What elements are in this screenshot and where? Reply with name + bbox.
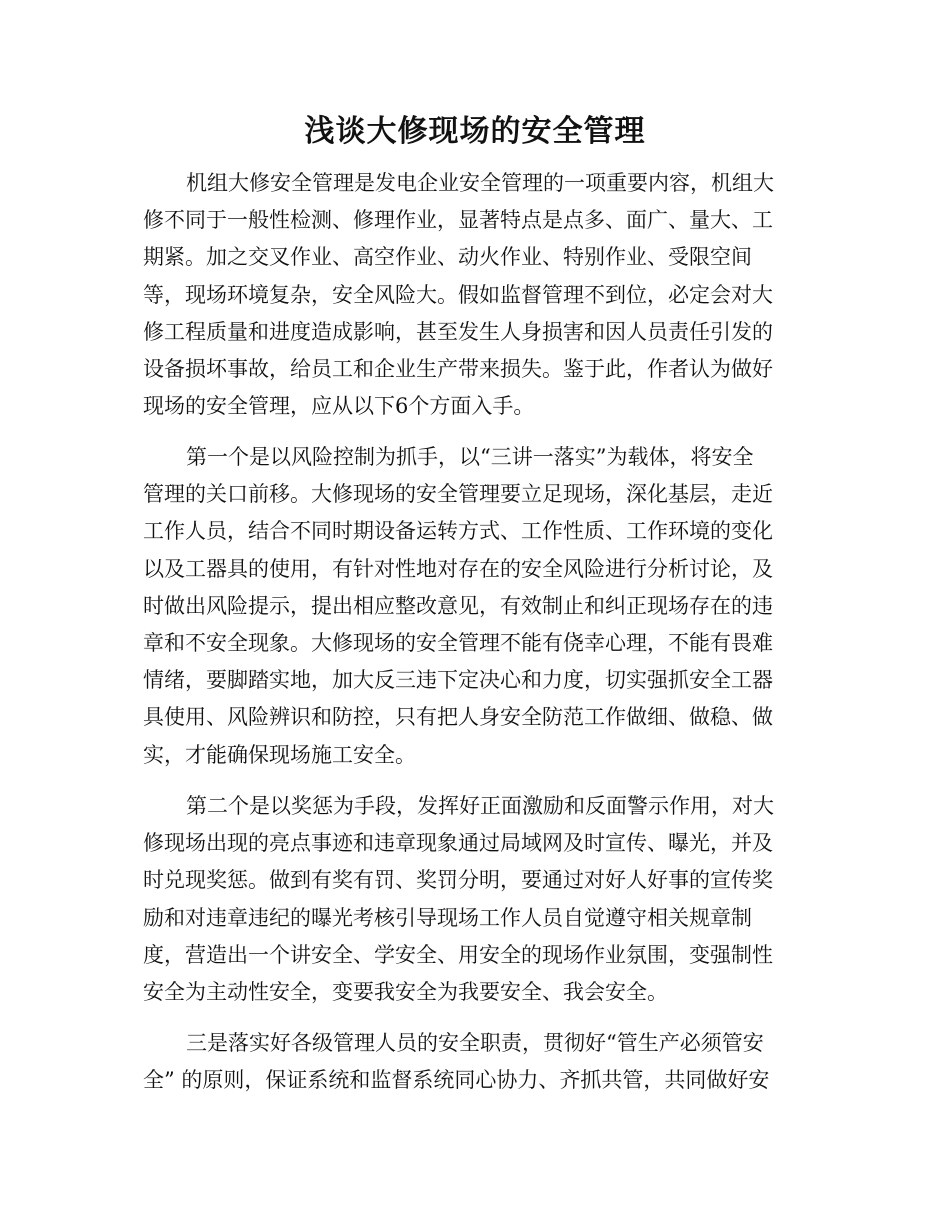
- text-line: 第一个是以风险控制为抓手，以“三讲一落实”为载体，将安全: [186, 445, 754, 469]
- text-line: 以及工器具的使用，有针对性地对存在的安全风险进行分析讨论，及: [143, 556, 773, 581]
- paragraph-1: [143, 165, 813, 425]
- text-line: 期紧。加之交叉作业、高空作业、动火作业、特别作业、受限空间: [143, 245, 752, 270]
- text-line: 全” 的原则，保证系统和监督系统同心协力、齐抓共管，共同做好安: [143, 1068, 770, 1093]
- text-line: 励和对违章违纪的曝光考核引导现场工作人员自觉遵守相关规章制: [143, 905, 752, 930]
- text-line: 三是落实好各级管理人员的安全职责，贯彻好“管生产必须管安: [186, 1031, 764, 1055]
- text-line: 情绪，要脚踏实地，加大反三违下定决心和力度，切实强抓安全工器: [143, 668, 773, 693]
- text-line: 设备损坏事故，给员工和企业生产带来损失。鉴于此，作者认为做好: [143, 356, 773, 381]
- text-line: 现场的安全管理，应从以下6个方面入手。: [143, 394, 535, 419]
- text-line: 修不同于一般性检测、修理作业，显著特点是点多、面广、量大、工: [143, 208, 773, 233]
- text-line: 机组大修安全管理是发电企业安全管理的一项重要内容，机组大: [186, 171, 774, 195]
- text-line: 时做出风险提示，提出相应整改意见，有效制止和纠正现场存在的违: [143, 593, 773, 618]
- text-line: 管理的关口前移。大修现场的安全管理要立足现场，深化基层，走近: [143, 482, 773, 507]
- text-line: 等，现场环境复杂，安全风险大。假如监督管理不到位，必定会对大: [143, 282, 773, 307]
- text-line: 具使用、风险辨识和防控，只有把人身安全防范工作做细、做稳、做: [143, 705, 773, 730]
- paragraph-4: [143, 1025, 813, 1099]
- text-line: 度，营造出一个讲安全、学安全、用安全的现场作业氛围，变强制性: [143, 942, 773, 967]
- text-line: 第二个是以奖惩为手段，发挥好正面激励和反面警示作用，对大: [186, 794, 774, 818]
- text-line: 安全为主动性安全，变要我安全为我要安全、我会安全。: [143, 979, 668, 1004]
- paragraph-3: [143, 788, 813, 1011]
- text-line: 实，才能确保现场施工安全。: [143, 742, 416, 767]
- paragraph-2: [143, 439, 813, 774]
- text-line: 工作人员，结合不同时期设备运转方式、工作性质、工作环境的变化: [143, 519, 773, 544]
- text-line: 章和不安全现象。大修现场的安全管理不能有侥幸心理，不能有畏难: [143, 630, 773, 655]
- text-line: 时兑现奖惩。做到有奖有罚、奖罚分明，要通过对好人好事的宣传奖: [143, 868, 773, 893]
- text-line: 修工程质量和进度造成影响，甚至发生人身损害和因人员责任引发的: [143, 319, 773, 344]
- text-line: 修现场出现的亮点事迹和违章现象通过局域网及时宣传、曝光，并及: [143, 831, 773, 856]
- document-title: 浅谈大修现场的安全管理: [304, 114, 646, 149]
